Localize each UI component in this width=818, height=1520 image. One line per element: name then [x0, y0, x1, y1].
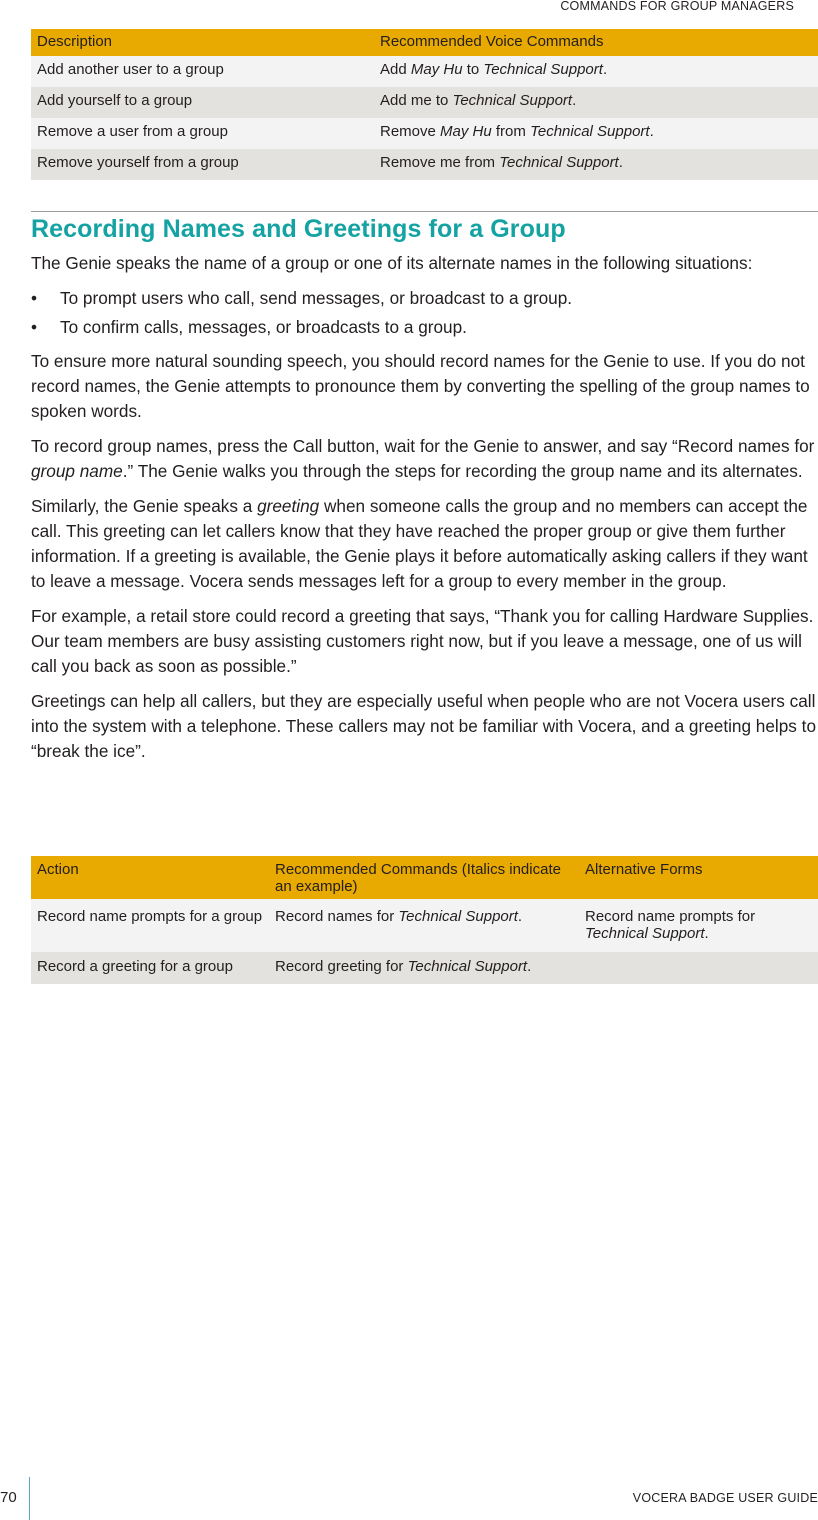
column-header-recommended-commands: Recommended Commands (Italics indicate an example) [269, 856, 579, 899]
description-cell: Add another user to a group [31, 56, 374, 87]
description-cell: Remove yourself from a group [31, 149, 374, 180]
table-row [31, 149, 818, 180]
running-header: COMMANDS FOR GROUP MANAGERS [560, 0, 794, 13]
paragraph: Greetings can help all callers, but they are especially useful when people who are not Vocera users call into the system with a telephone. These callers may not be familiar with Vocera, and a greeting helps to “break the ice”. [31, 691, 817, 761]
section-divider [31, 211, 818, 212]
paragraph: To ensure more natural sounding speech, you should record names for the Genie to use. If you do not record names, the Genie attempts to pronounce them by converting the spelling of the group names to spoken words. [31, 351, 810, 421]
description-cell: Add yourself to a group [31, 87, 374, 118]
column-header-alternative-forms: Alternative Forms [579, 856, 818, 899]
column-header-action: Action [31, 856, 269, 899]
description-cell: Remove a user from a group [31, 118, 374, 149]
bullet-icon: • [31, 288, 38, 308]
guide-title: VOCERA BADGE USER GUIDE [632, 1491, 818, 1505]
command-cell: Remove May Hu from Technical Support. [374, 118, 818, 149]
list-item: • To prompt users who call, send messages, or broadcast to a group. [31, 286, 818, 311]
command-cell: Record names for Technical Support. [269, 899, 579, 952]
voice-commands-table [31, 29, 818, 180]
action-cell: Record a greeting for a group [31, 952, 269, 984]
page-number: 70 [0, 1489, 17, 1506]
section-body [31, 251, 818, 774]
table-row [31, 56, 818, 87]
paragraph: Similarly, the Genie speaks a greeting when someone calls the group and no members can accept the call. This greeting can let callers know that they have reached the proper group or give them further information. If a greeting is available, the Genie plays it before automatically asking callers if they want to leave a message. Vocera sends messages left for a group to every member in the group. [31, 496, 808, 591]
table-header-row [31, 856, 818, 899]
command-cell: Record greeting for Technical Support. [269, 952, 579, 984]
bullet-icon: • [31, 317, 38, 337]
intro-paragraph: The Genie speaks the name of a group or one of its alternate names in the following situations: [31, 253, 753, 273]
command-cell: Add May Hu to Technical Support. [374, 56, 818, 87]
table-row [31, 899, 818, 952]
command-cell: Add me to Technical Support. [374, 87, 818, 118]
paragraph: For example, a retail store could record a greeting that says, “Thank you for calling Hardware Supplies. Our team members are busy assisting customers right now, but if you leave a message, one of us will call you back as soon as possible.” [31, 606, 814, 676]
recording-commands-table [31, 856, 818, 984]
column-header-description: Description [31, 29, 374, 56]
table-row [31, 952, 818, 984]
table-row [31, 118, 818, 149]
table-header-row [31, 29, 818, 56]
paragraph: To record group names, press the Call button, wait for the Genie to answer, and say “Record names for group name.” The Genie walks you through the steps for recording the group name and its alternates. [31, 436, 815, 481]
footer-divider [29, 1477, 30, 1520]
action-cell: Record name prompts for a group [31, 899, 269, 952]
command-cell: Remove me from Technical Support. [374, 149, 818, 180]
alternative-cell [579, 952, 818, 984]
alternative-cell: Record name prompts for Technical Support. [579, 899, 818, 952]
section-heading: Recording Names and Greetings for a Group [31, 215, 566, 243]
list-item: • To confirm calls, messages, or broadcasts to a group. [31, 315, 818, 340]
table-row [31, 87, 818, 118]
column-header-voice-commands: Recommended Voice Commands [374, 29, 818, 56]
situation-list [31, 286, 818, 340]
